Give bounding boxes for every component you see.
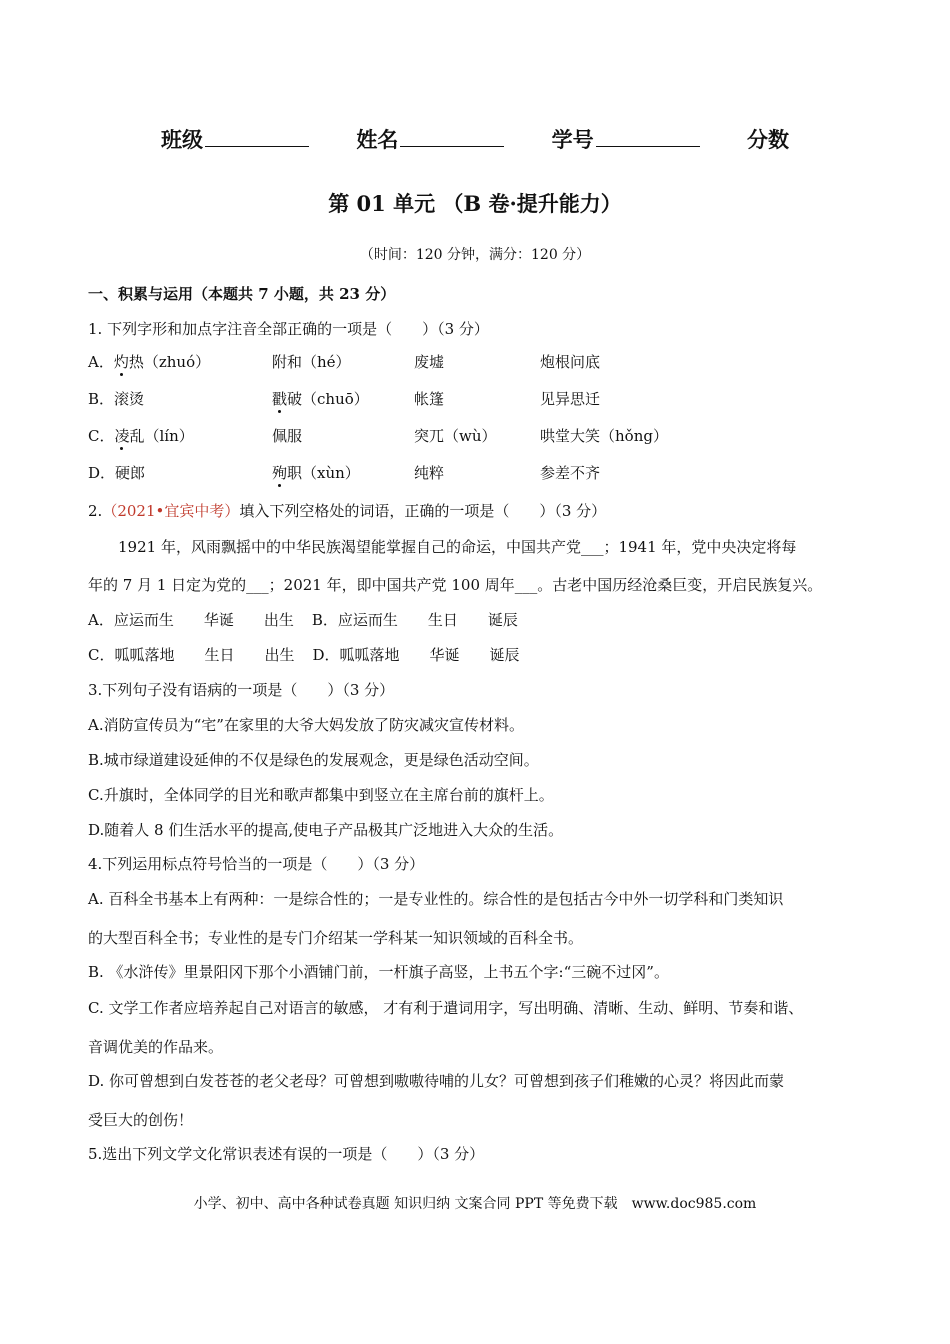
page-footer: 小学、初中、高中各种试卷真题 知识归纳 文案合同 PPT 等免费下载 www.doc985.com (193, 1196, 757, 1212)
q2-source: （2021•宜宾中考） (102, 502, 240, 520)
class-label: 班级 (161, 127, 204, 152)
q3-option-d: D.随着人 8 们生活水平的提高,使电子产品极其广泛地进入大众的生活。 (88, 821, 564, 839)
q4-option-a-line-2: 的大型百科全书；专业性的是专门介绍某一学科某一知识领域的百科全书。 (88, 929, 584, 947)
q2-options-row-1: A．应运而生 华诞 出生 B．应运而生 生日 诞辰 (88, 611, 518, 629)
q3-option-c: C.升旗时，全体同学的目光和歌声都集中到竖立在主席台前的旗杆上。 (88, 786, 554, 804)
score-field (747, 124, 789, 154)
q2-passage-line-1: 1921 年，风雨飘摇中的中华民族渴望能掌握自己的命运，中国共产党___；1941 年，党中央决定将每 (118, 538, 797, 556)
q1-stem: 1. 下列字形和加点字注音全部正确的一项是（ ）（3 分） (88, 320, 489, 338)
q3-stem: 3.下列句子没有语病的一项是（ ）（3 分） (88, 681, 395, 699)
exam-time-info: （时间：120 分钟，满分：120 分） (359, 247, 591, 263)
q5-stem: 5.选出下列文学文化常识表述有误的一项是（ ）（3 分） (88, 1145, 485, 1163)
exam-page: 班级 姓名 学号 分数 第 01 单元 （B 卷·提升能力） （时间：120 分钟，满分：120 分） 一、积累与运用（本题共 7 小题，共 23 分） 1. 下列字形和加点字注音全部正确的一项是（ ）（3 分） A．灼热（zhuó） 附和（hé） 废墟 炮根问底 B．滚烫 戳破（chuō） 帐篷 见异思迁 C．凌乱（lín） 佩服 突兀（wù） 哄堂大笑（hǒng） D．硬郎 殉职（xùn） 纯粹 参差不齐 2.（2021•宜宾中考）填入下列空格处的词语，正确的一项是（ ）（3 分） 1921 年，风雨飘摇中的中华民族渴望能掌握自己的命运，中国共产党___；1941 年，党中央决定将每 年的 7 月 1 日定为党的___；2021 年，即中国共产党 100 周年___。古老中国历经沧桑巨变，开启民族复兴。 A．应运而生 华诞 出生 B．应运而生 生日 诞辰 C．呱呱落地 生日 出生 D．呱呱落地 华诞 诞辰 3.下列句子没有语病的一项是（ ）（3 分） A.消防宣传员为“宅”在家里的大爷大妈发放了防灾减灾宣传材料。 B.城市绿道建设延伸的不仅是绿色的发展观念，更是绿色活动空间。 C.升旗时，全体同学的目光和歌声都集中到竖立在主席台前的旗杆上。 D.随着人 8 们生活水平的提高,使电子产品极其广泛地进入大众的生活。 4.下列运用标点符号恰当的一项是（ ）（3 分） A. 百科全书基本上有两种：一是综合性的；一是专业性的。综合性的是包括古今中外一切学科和门类知识 的大型百科全书；专业性的是专门介绍某一学科某一知识领域的百科全书。 B. 《水浒传》里景阳冈下那个小酒铺门前，一杆旗子高竖，上书五个字:“三碗不过冈”。 C. 文学工作者应培养起自己对语言的敏感， 才有利于遣词用字，写出明确、清晰、生动、鲜明、节奏和谐、 音调优美的作品来。 D. 你可曾想到白发苍苍的老父老母？可曾想到嗷嗷待哺的儿女？可曾想到孩子们稚嫩的心灵？将因此而蒙 受巨大的创伤！ 5.选出下列文学文化常识表述有误的一项是（ ）（3 分） 小学、初中、高中各种试卷真题 知识归纳 文案合同 PPT 等免费下载 www.doc985.com (0, 0, 950, 1344)
class-blank[interactable] (205, 128, 309, 147)
q2-passage-line-2: 年的 7 月 1 日定为党的___；2021 年，即中国共产党 100 周年___。古老中国历经沧桑巨变，开启民族复兴。 (88, 576, 823, 594)
q4-option-c-line-2: 音调优美的作品来。 (88, 1038, 224, 1056)
q4-stem: 4.下列运用标点符号恰当的一项是（ ）（3 分） (88, 855, 425, 873)
q4-option-d-line-2: 受巨大的创伤！ (88, 1111, 194, 1129)
q4-option-b: B. 《水浒传》里景阳冈下那个小酒铺门前，一杆旗子高竖，上书五个字:“三碗不过冈”。 (88, 963, 669, 981)
q3-option-b: B.城市绿道建设延伸的不仅是绿色的发展观念，更是绿色活动空间。 (88, 751, 539, 769)
class-field (161, 124, 309, 154)
q2-options-row-2: C．呱呱落地 生日 出生 D．呱呱落地 华诞 诞辰 (88, 646, 520, 664)
q4-option-d-line-1: D. 你可曾想到白发苍苍的老父老母？可曾想到嗷嗷待哺的儿女？可曾想到孩子们稚嫩的心灵？将因此而蒙 (88, 1072, 785, 1090)
q2-stem: 2.（2021•宜宾中考）填入下列空格处的词语，正确的一项是（ ）（3 分） (88, 502, 607, 520)
q4-option-c-line-1: C. 文学工作者应培养起自己对语言的敏感， 才有利于遣词用字，写出明确、清晰、生动、鲜明、节奏和谐、 (88, 999, 804, 1017)
score-label: 分数 (746, 127, 789, 152)
q3-option-a: A.消防宣传员为“宅”在家里的大爷大妈发放了防灾减灾宣传材料。 (88, 716, 524, 734)
name-field (356, 124, 504, 154)
id-field (552, 124, 700, 154)
id-blank[interactable] (596, 128, 700, 147)
id-label: 学号 (551, 127, 594, 152)
name-blank[interactable] (400, 128, 504, 147)
section-heading: 一、积累与运用（本题共 7 小题，共 23 分） (88, 285, 396, 303)
page-title: 第 01 单元 （B 卷·提升能力） (328, 191, 622, 216)
name-label: 姓名 (356, 127, 399, 152)
student-info-line (0, 124, 950, 154)
q4-option-a-line-1: A. 百科全书基本上有两种：一是综合性的；一是专业性的。综合性的是包括古今中外一切学科和门类知识 (88, 890, 784, 908)
